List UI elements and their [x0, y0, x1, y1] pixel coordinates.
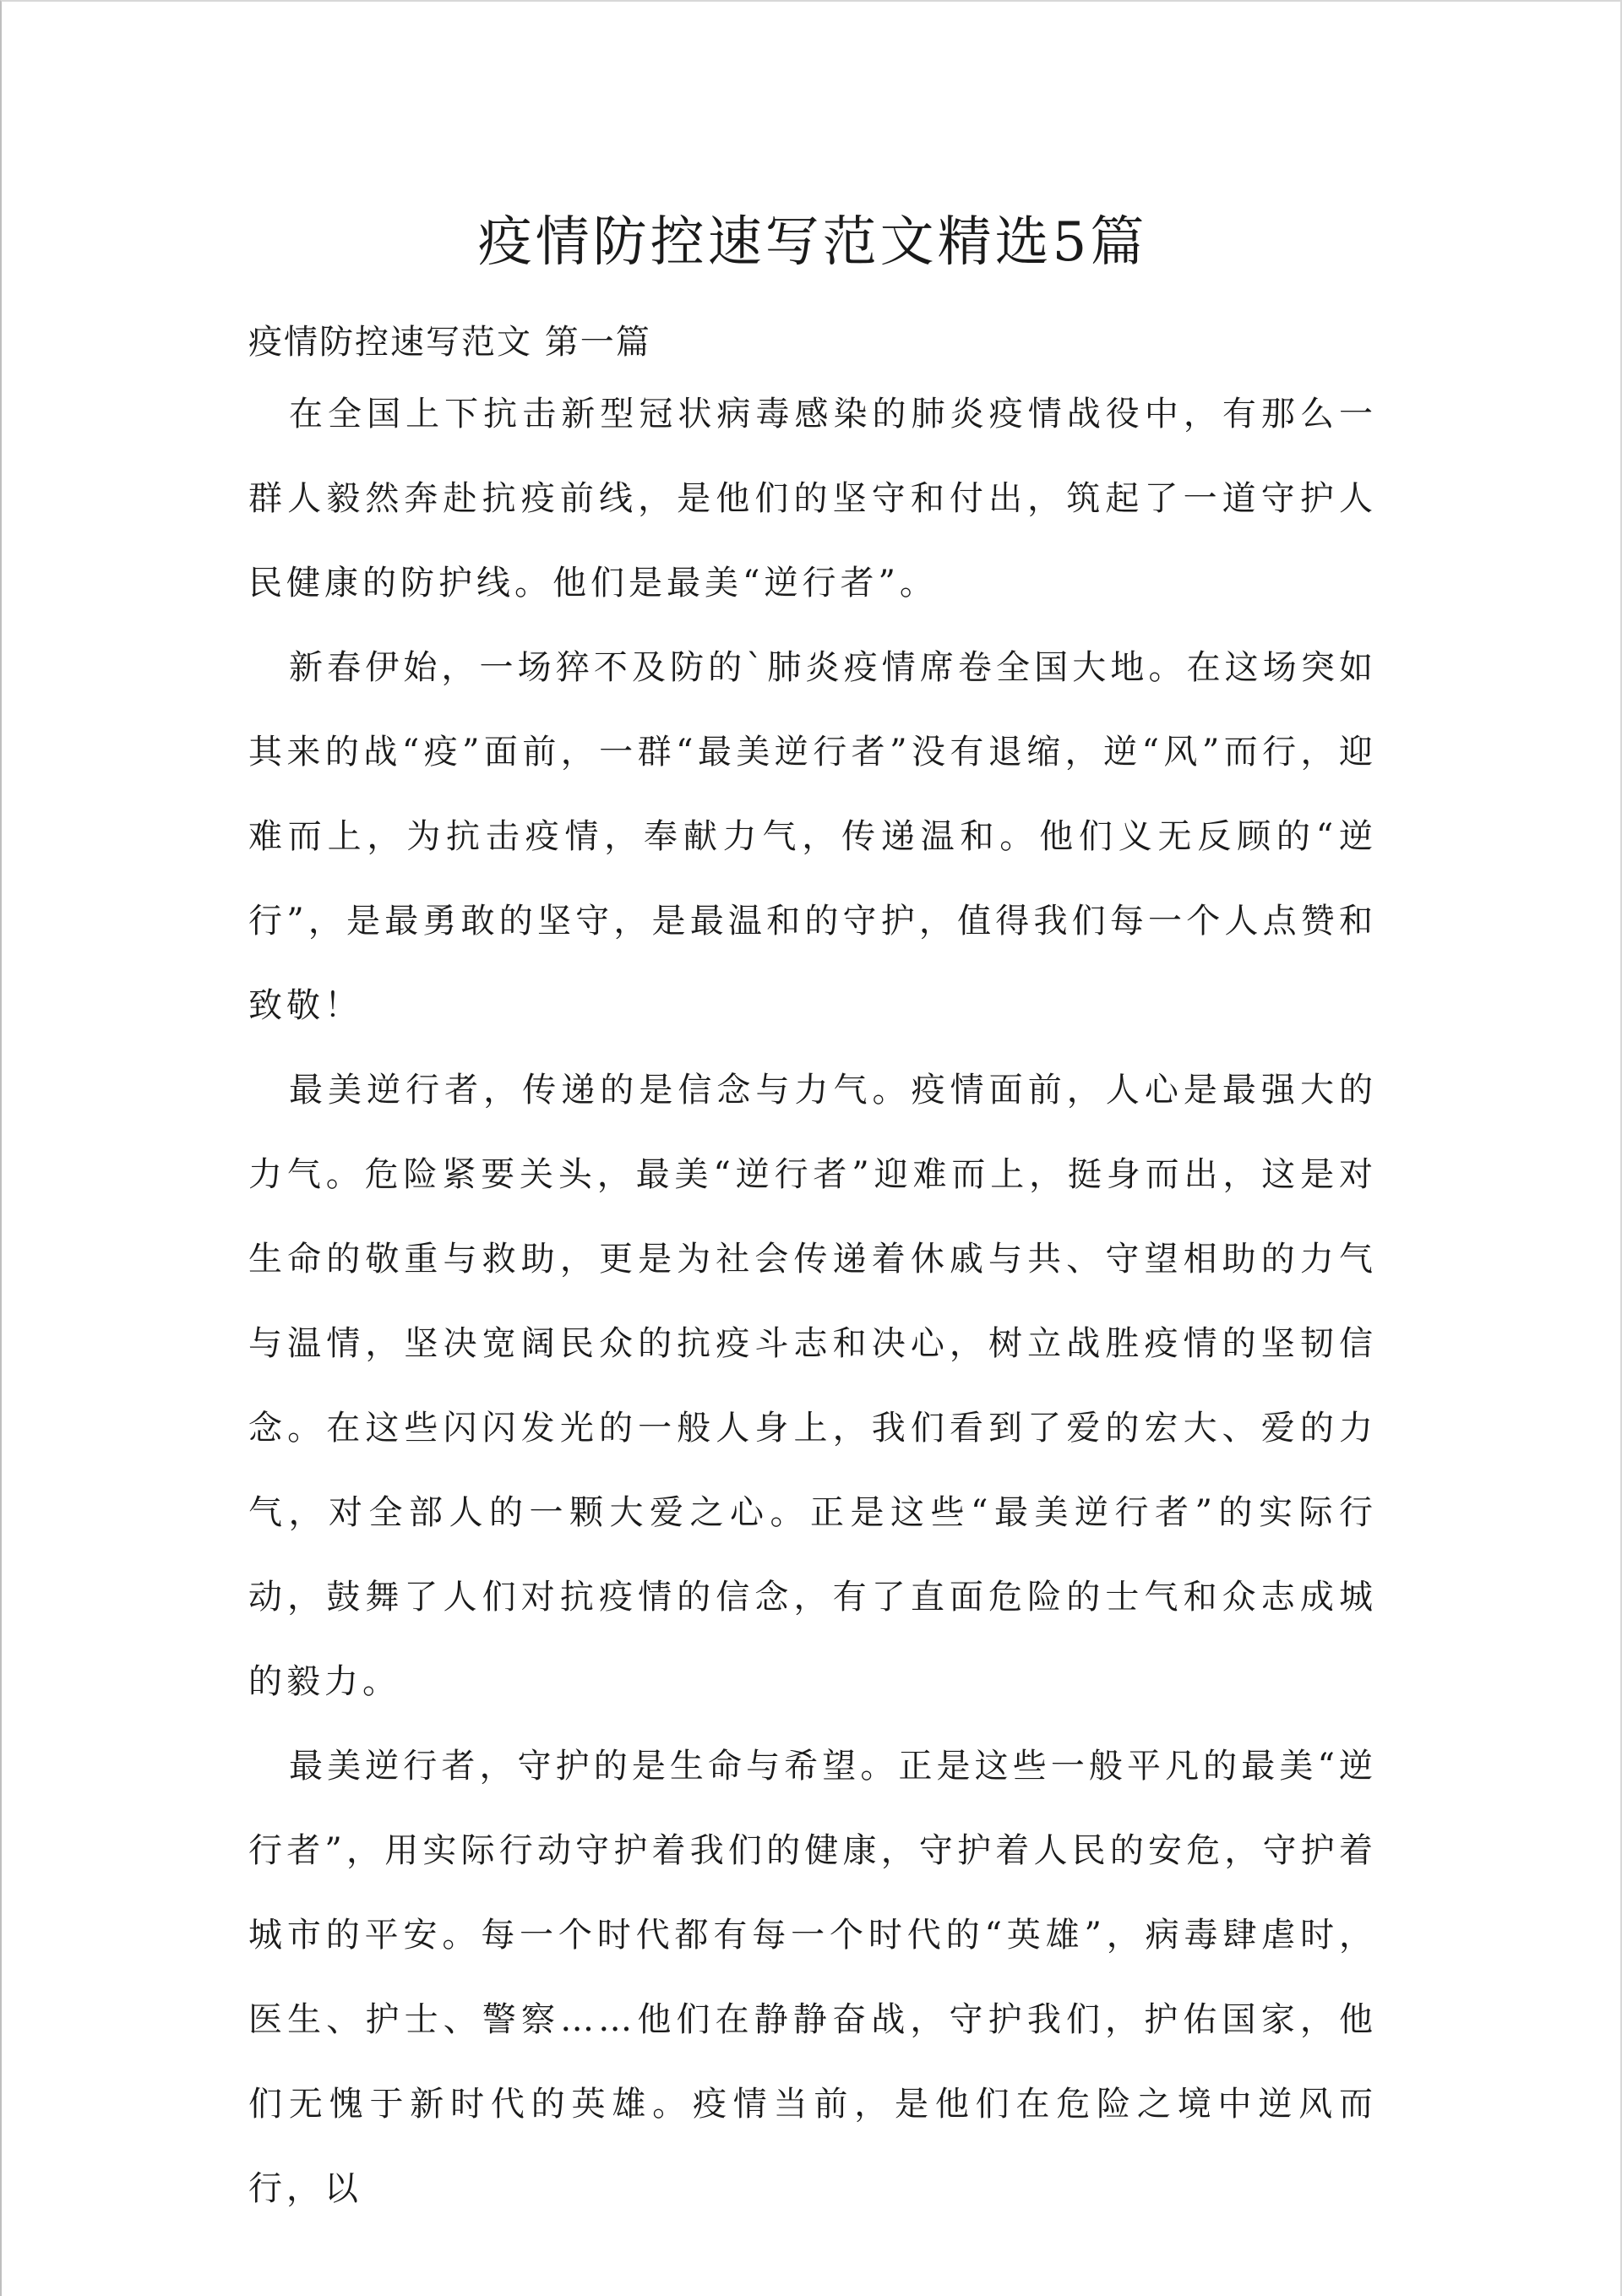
section-heading: 疫情防控速写范文 第一篇 — [248, 323, 651, 362]
paragraph-3: 最美逆行者，传递的是信念与力气。疫情面前，人心是最强大的力气。危险紧要关头，最美“逆行者”迎难而上，挺身而出，这是对生命的敬重与救助，更是为社会传递着休戚与共、守望相助的力气与温情，坚决宽阔民众的抗疫斗志和决心，树立战胜疫情的坚韧信念。在这些闪闪发光的一般人身上，我们看到了爱的宏大、爱的力气，对全部人的一颗大爱之心。正是这些“最美逆行者”的实际行动，鼓舞了人们对抗疫情的信念，有了直面危险的士气和众志成城的毅力。 — [248, 1071, 1377, 1701]
paragraph-1: 在全国上下抗击新型冠状病毒感染的肺炎疫情战役中，有那么一群人毅然奔赴抗疫前线，是他们的坚守和付出，筑起了一道守护人民健康的防护线。他们是最美“逆行者”。 — [248, 395, 1377, 603]
document-title: 疫情防控速写范文精选5篇 — [477, 211, 1148, 274]
document-body — [248, 2, 1377, 2231]
paragraph-2: 新春伊始，一场猝不及防的`肺炎疫情席卷全国大地。在这场突如其来的战“疫”面前，一群“最美逆行者”没有退缩，逆“风”而行，迎难而上，为抗击疫情，奉献力气，传递温和。他们义无反顾的“逆行”，是最勇敢的坚守，是最温和的守护，值得我们每一个人点赞和致敬！ — [248, 648, 1377, 1025]
paragraph-4: 最美逆行者，守护的是生命与希望。正是这些一般平凡的最美“逆行者”，用实际行动守护着我们的健康，守护着人民的安危，守护着城市的平安。每一个时代都有每一个时代的“英雄”，病毒肆虐时，医生、护士、警察……他们在静静奋战，守护我们，护佑国家，他们无愧于新时代的英雄。疫情当前，是他们在危险之境中逆风而行，以 — [248, 1747, 1377, 2208]
